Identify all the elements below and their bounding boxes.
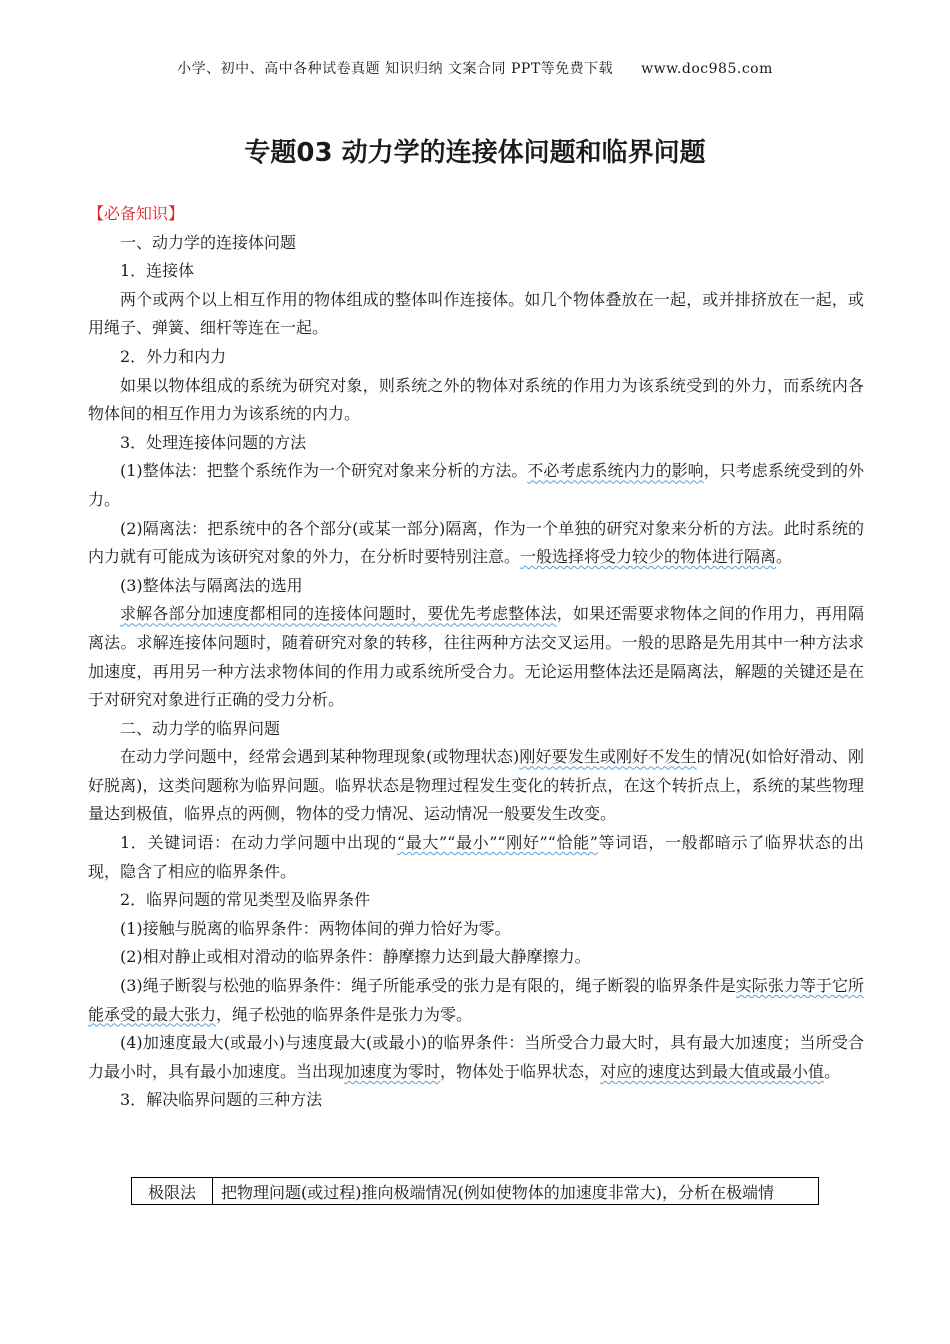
- section-label: 【必备知识】: [88, 204, 185, 223]
- table-cell-label: 极限法: [132, 1178, 213, 1205]
- header-text: 小学、初中、高中各种试卷真题 知识归纳 文案合同 PPT等免费下载: [177, 61, 614, 77]
- paragraph-selection: 求解各部分加速度都相同的连接体问题时，要优先考虑整体法，如果还需要求物体之间的作用力，再用隔离法。求解连接体问题时，随着研究对象的转移，往往两种方法交叉运用。一般的思路是先用其中一种方法求加速度，再用另一种方法求物体间的作用力或系统所受合力。无论运用整体法还是隔离法，解题的关键还是在于对研究对象进行正确的受力分析。: [88, 604, 864, 710]
- table-row: [132, 1178, 819, 1205]
- table-cell-text: 把物理问题(或过程)推向极端情况(例如使物体的加速度非常大)，分析在极端情: [213, 1178, 819, 1205]
- subheading-forces: 2．外力和内力: [120, 346, 227, 366]
- methods-table: [131, 1177, 819, 1205]
- paragraph-definition: 两个或两个以上相互作用的物体组成的整体叫作连接体。如几个物体叠放在一起，或并排挤放在一起，或用绳子、弹簧、细杆等连在一起。: [88, 289, 864, 338]
- paragraph-keywords: 1．关键词语：在动力学问题中出现的“最大”“最小”“刚好”“恰能”等词语，一般都暗示了临界状态的出现，隐含了相应的临界条件。: [88, 833, 864, 881]
- method-isolation: (2)隔离法：把系统中的各个部分(或某一部分)隔离，作为一个单独的研究对象来分析的方法。此时系统的内力就有可能成为该研究对象的外力，在分析时要特别注意。一般选择将受力较少的物体进行隔离。: [88, 518, 864, 567]
- paragraph-forces: 如果以物体组成的系统为研究对象，则系统之外的物体对系统的作用力为该系统受到的外力，而系统内各物体间的相互作用力为该系统的内力。: [88, 375, 864, 424]
- subheading-methods: 3．处理连接体问题的方法: [120, 432, 307, 452]
- condition-rope: (3)绳子断裂与松弛的临界条件：绳子所能承受的张力是有限的，绳子断裂的临界条件是实际张力等于它所能承受的最大张力，绳子松弛的临界条件是张力为零。: [88, 976, 864, 1024]
- condition-friction: (2)相对静止或相对滑动的临界条件：静摩擦力达到最大静摩擦力。: [120, 947, 591, 967]
- subheading-connected-body: 1．连接体: [120, 261, 195, 281]
- heading-critical: 二、动力学的临界问题: [120, 718, 281, 738]
- header-site: www.doc985.com: [641, 61, 773, 77]
- page-header: [0, 58, 950, 78]
- heading-connected-bodies: 一、动力学的连接体问题: [120, 232, 297, 252]
- condition-contact: (1)接触与脱离的临界条件：两物体间的弹力恰好为零。: [120, 918, 511, 938]
- page-title: 专题03 动力学的连接体问题和临界问题: [244, 138, 706, 168]
- method-selection: (3)整体法与隔离法的选用: [120, 575, 303, 595]
- subheading-types: 2．临界问题的常见类型及临界条件: [120, 890, 371, 910]
- paragraph-critical: 在动力学问题中，经常会遇到某种物理现象(或物理状态)刚好要发生或刚好不发生的情况(如恰好滑动、刚好脱离)，这类问题称为临界问题。临界状态是物理过程发生变化的转折点，在这个转折点上，系统的某些物理量达到极值，临界点的两侧，物体的受力情况、运动情况一般要发生改变。: [88, 747, 864, 824]
- subheading-three-methods: 3．解决临界问题的三种方法: [120, 1090, 323, 1110]
- condition-acceleration: (4)加速度最大(或最小)与速度最大(或最小)的临界条件：当所受合力最大时，具有最大加速度；当所受合力最小时，具有最小加速度。当出现加速度为零时，物体处于临界状态，对应的速度达到最大值或最小值。: [88, 1033, 864, 1081]
- document-body: [88, 200, 864, 1115]
- method-whole: (1)整体法：把整个系统作为一个研究对象来分析的方法。不必考虑系统内力的影响，只考虑系统受到的外力。: [88, 461, 864, 509]
